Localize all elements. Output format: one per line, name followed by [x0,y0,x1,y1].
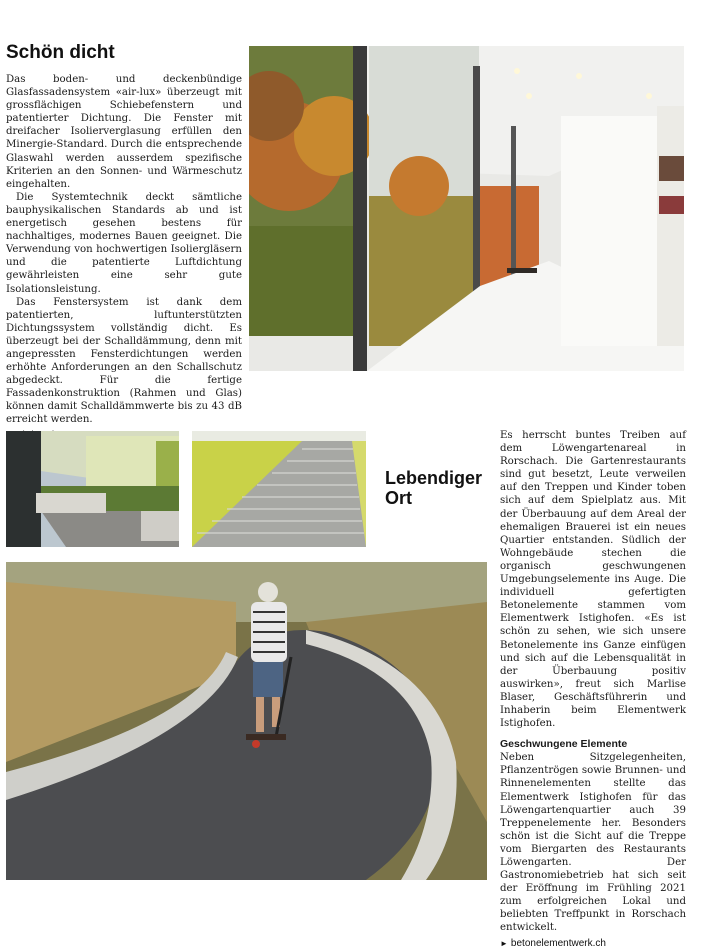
article2-title-line1: Lebendiger [385,468,483,488]
article2-paragraph-2: Neben Sitzgelegenheiten, Pflanzentrögen sowie Brunnen- und Rinnenelementen stellte das Elementwerk Istighofen für das Löwengartenquartier auch 39 Treppenelemente her. Besonders schön ist die Sicht auf die Treppe vom Biergarten des Restaurants Löwengarten. Der Gastronomiebetrieb hat sich seit der Eröffnung im Frühling 2021 zum erfolgreichen Lokal und beliebten Treffpunkt in Rorschach entwickelt. [500,752,686,934]
triangle-right-icon: ► [500,938,508,948]
article2-subheading: Geschwungene Elemente [500,738,628,751]
article1-body [6,73,242,442]
article1-paragraph-1: Das boden- und deckenbündige Glasfassadensystem «air-lux» überzeugt mit grossflächigen Schiebefenstern und patentierter Dichtung. Die Fenster mit dreifacher Isolierverglasung erfüllen den Minergie-Standard. Durch die entsprechende Glaswahl werden ausserdem spezifische Kriterien an den Sonnen- und Wärmeschutz eingehalten. [6,74,242,190]
courtyard-buildings-photo [6,431,179,547]
article2-paragraph-1: Es herrscht buntes Treiben auf dem Löwengartenareal in Rorschach. Die Gartenrestaurants sind gut besetzt, Leute verweilen auf den Treppen und Kinder toben sich auf dem Spielplatz aus. Mit der Überbauung auf dem Areal der ehemaligen Brauerei ist ein neues Quartier entstanden. Südlich der Wohngebäude stechen die organisch geschwungenen Umgebungselemente ins Auge. Die individuell gefertigten Betonelemente stammen vom Elementwerk Istighofen. «Es ist schön zu sehen, wie sich unsere Betonelemente ins Ganze einfügen und sich auf die Lebensqualität in der Überbauung positiv auswirken», freut sich Marlise Blaser, Geschäftsführerin und Inhaberin beim Elementwerk Istighofen. [500,430,686,730]
article2-title-line2: Ort [385,488,412,508]
article2-link[interactable] [500,937,686,950]
article1-title: Schön dicht [6,42,115,63]
article2-link-text: betonelementwerk.ch [510,937,606,949]
article1-paragraph-2: Die Systemtechnik deckt sämtliche bauphysikalischen Standards ab und ist energetisch gesehen bestens für nachhaltiges, modernes Bauen geeignet. Die Verwendung von hochwertigen Isoliergläsern und die patentierte Luftdichtung gewährleisten eine sehr gute Isolationsleistung. [6,191,242,295]
article2-title [385,468,482,508]
article1-paragraph-3: Das Fenstersystem ist dank dem patentierten, luftunterstützten Dichtungssystem vollständig dicht. Es überzeugt bei der Schalldämmung, denn mit angepressten Fensterdichtungen werden erhöhte Anforderungen an den Schallschutz abgedeckt. Für die fertige Fassadenkonstruktion (Rahmen und Glas) können damit Schalldämmwerte bis zu 43 dB erreicht werden. [6,296,242,426]
article2-body [500,429,686,950]
facade-interior-photo [249,46,684,371]
scooter-path-photo [6,562,487,880]
concrete-stairs-photo [192,431,366,547]
